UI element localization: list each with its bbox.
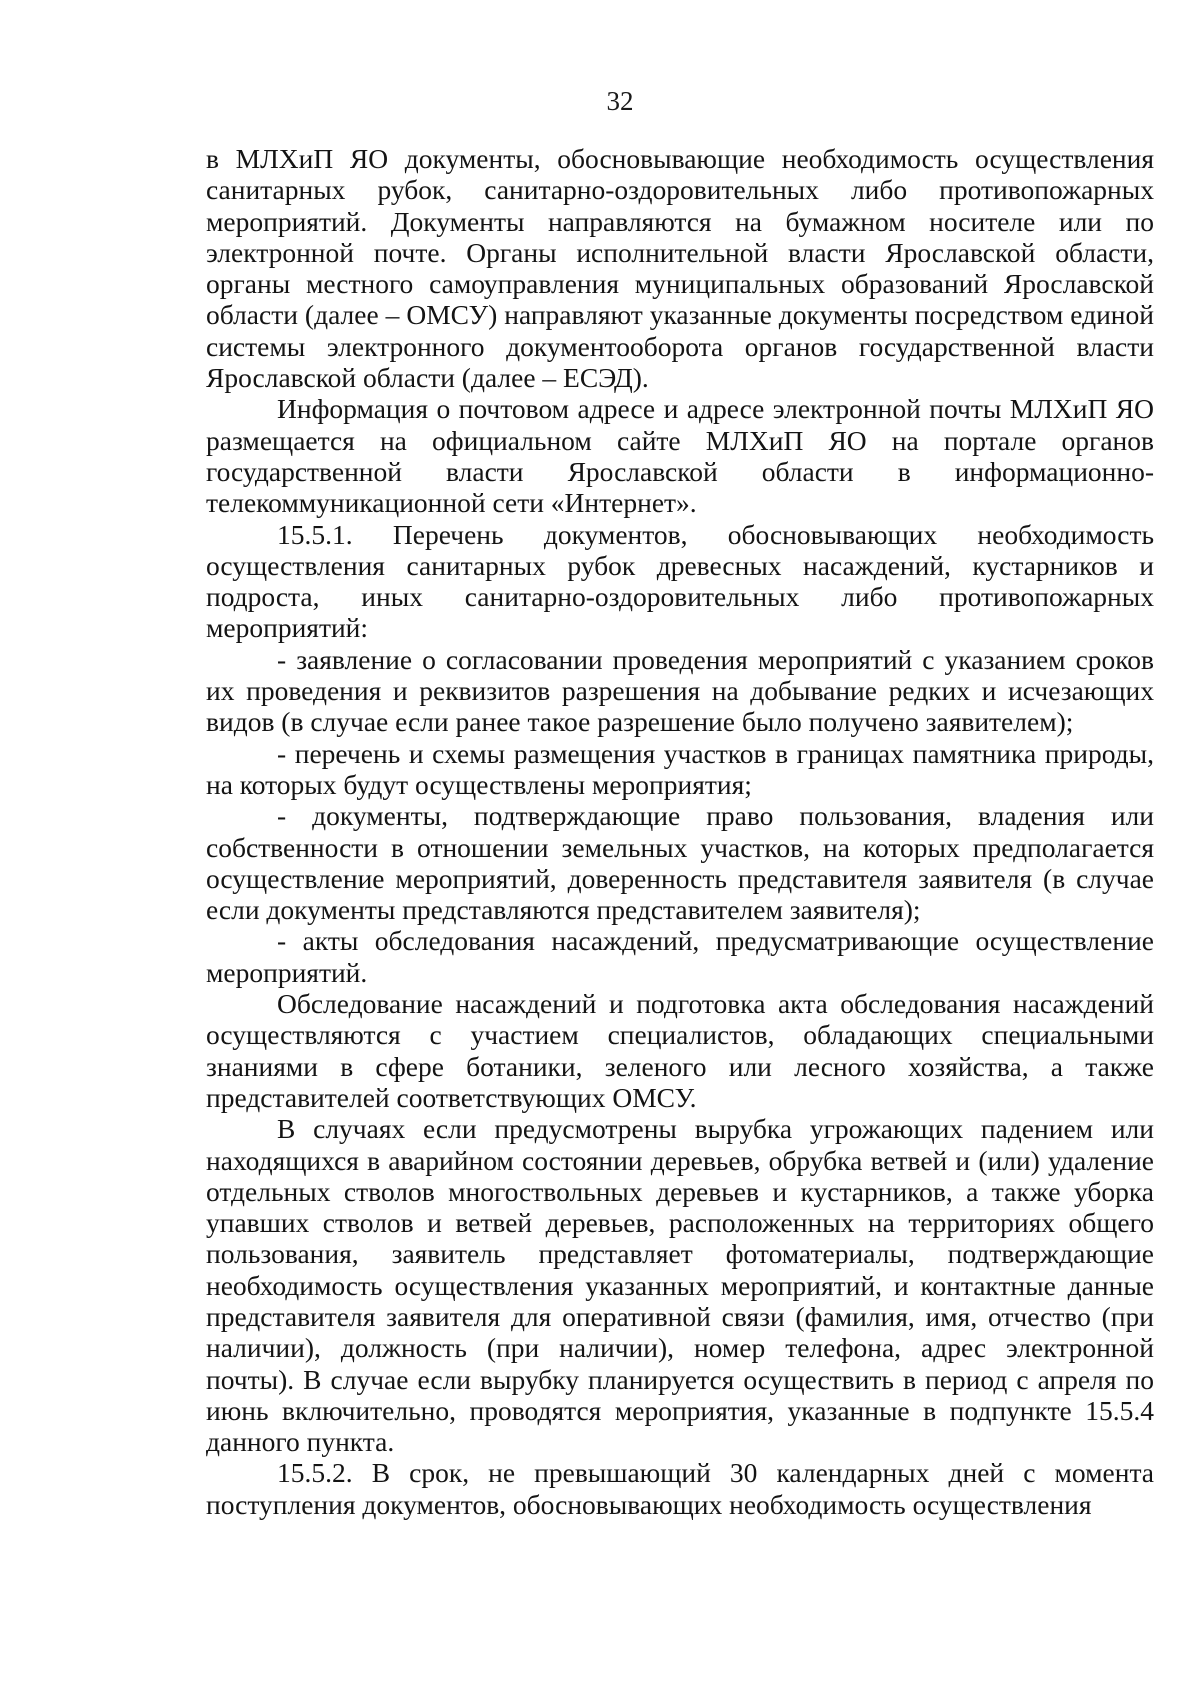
paragraph-continuation: в МЛХиП ЯО документы, обосновывающие необходимость осуществления санитарных рубок, санитарно-оздоровительных либо противопожарных мероприятий. Документы направляются на бумажном носителе или по электронной почте. Органы исполнительной власти Ярославской области, органы местного самоуправления муниципальных образований Ярославской области (далее – ОМСУ) направляют указанные документы посредством единой системы электронного документооборота органов государственной власти Ярославской области (далее – ЕСЭД).: [206, 143, 1154, 394]
paragraph-contact-info: Информация о почтовом адресе и адресе электронной почты МЛХиП ЯО размещается на официальном сайте МЛХиП ЯО на портале органов государственной власти Ярославской области в информационно-телекоммуникационной сети «Интернет».: [206, 393, 1154, 519]
paragraph-hazard-trees: В случаях если предусмотрены вырубка угрожающих падением или находящихся в аварийном состоянии деревьев, обрубка ветвей и (или) удаление отдельных стволов многоствольных деревьев и кустарников, а также уборка упавших стволов и ветвей деревьев, расположенных на территориях общего пользования, заявитель представляет фотоматериалы, подтверждающие необходимость осуществления указанных мероприятий, и контактные данные представителя заявителя для оперативной связи (фамилия, имя, отчество (при наличии), должность (при наличии), номер телефона, адрес электронной почты). В случае если вырубку планируется осуществить в период с апреля по июнь включительно, проводятся мероприятия, указанные в подпункте 15.5.4 данного пункта.: [206, 1113, 1154, 1458]
paragraph-15-5-1: 15.5.1. Перечень документов, обосновывающих необходимость осуществления санитарных рубок древесных насаждений, кустарников и подроста, иных санитарно-оздоровительных либо противопожарных мероприятий:: [206, 518, 1154, 644]
document-body: [206, 143, 1154, 1520]
list-item-application: - заявление о согласовании проведения мероприятий с указанием сроков их проведения и реквизитов разрешения на добывание редких и исчезающих видов (в случае если ранее такое разрешение было получено заявителем);: [206, 643, 1154, 738]
paragraph-15-5-2: 15.5.2. В срок, не превышающий 30 календарных дней с момента поступления документов, обосновывающих необходимость осуществления: [206, 1457, 1154, 1520]
page-number: 32: [606, 86, 634, 116]
paragraph-inspection: Обследование насаждений и подготовка акта обследования насаждений осуществляются с участием специалистов, обладающих специальными знаниями в сфере ботаники, зеленого или лесного хозяйства, а также представителей соответствующих ОМСУ.: [206, 988, 1154, 1113]
list-item-ownership-documents: - документы, подтверждающие право пользования, владения или собственности в отношении земельных участков, на которых предполагается осуществление мероприятий, доверенность представителя заявителя (в случае если документы представляются представителем заявителя);: [206, 800, 1154, 926]
list-item-inspection-acts: - акты обследования насаждений, предусматривающие осуществление мероприятий.: [206, 925, 1154, 988]
list-item-schemes: - перечень и схемы размещения участков в границах памятника природы, на которых будут осуществлены мероприятия;: [206, 737, 1154, 800]
